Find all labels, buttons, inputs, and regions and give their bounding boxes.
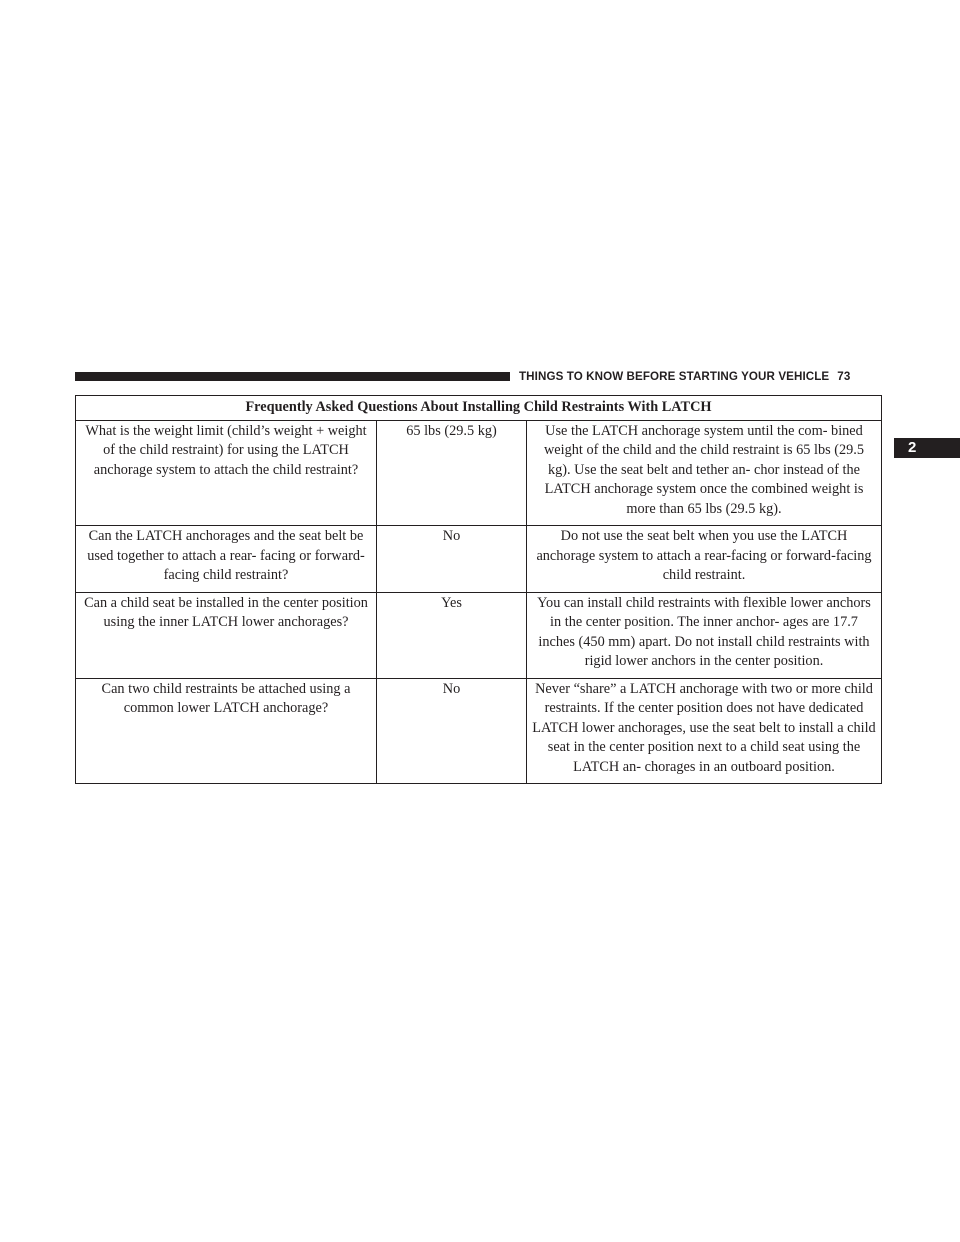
question-cell: Can the LATCH anchorages and the seat belt be used together to attach a rear- facing or forward-facing child restraint? (76, 526, 377, 593)
table-row (76, 420, 882, 526)
question-cell: What is the weight limit (child’s weight + weight of the child restraint) for using the LATCH anchorage system to attach the child restraint? (76, 420, 377, 526)
section-title: THINGS TO KNOW BEFORE STARTING YOUR VEHICLE (519, 370, 830, 383)
table-row (76, 678, 882, 784)
details-cell: Use the LATCH anchorage system until the com- bined weight of the child and the child restraint is 65 lbs (29.5 kg). Use the seat belt and tether an- chor instead of the LATCH anchorage system once the combined weight is more than 65 lbs (29.5 kg). (527, 420, 882, 526)
question-cell: Can two child restraints be attached using a common lower LATCH anchorage? (76, 678, 377, 784)
details-cell: You can install child restraints with flexible lower anchors in the center position. The inner anchor- ages are 17.7 inches (450 mm) apart. Do not install child restraints with rigid lower anchors in the center position. (527, 592, 882, 678)
table-header-row (76, 396, 882, 421)
table-title: Frequently Asked Questions About Installing Child Restraints With LATCH (76, 396, 882, 421)
answer-cell: Yes (377, 592, 527, 678)
page-number: 73 (837, 370, 851, 383)
table-row (76, 592, 882, 678)
chapter-tab: 2 (894, 438, 960, 458)
answer-cell: 65 lbs (29.5 kg) (377, 420, 527, 526)
latch-faq-table (75, 395, 882, 784)
header-rule (75, 372, 510, 381)
details-cell: Do not use the seat belt when you use the LATCH anchorage system to attach a rear-facing or forward-facing child restraint. (527, 526, 882, 593)
answer-cell: No (377, 526, 527, 593)
details-cell: Never “share” a LATCH anchorage with two or more child restraints. If the center position does not have dedicated LATCH lower anchorages, use the seat belt to install a child seat in the center position next to a child seat using the LATCH an- chorages in an outboard position. (527, 678, 882, 784)
answer-cell: No (377, 678, 527, 784)
running-header (519, 368, 850, 386)
question-cell: Can a child seat be installed in the center position using the inner LATCH lower anchorages? (76, 592, 377, 678)
table-row (76, 526, 882, 593)
